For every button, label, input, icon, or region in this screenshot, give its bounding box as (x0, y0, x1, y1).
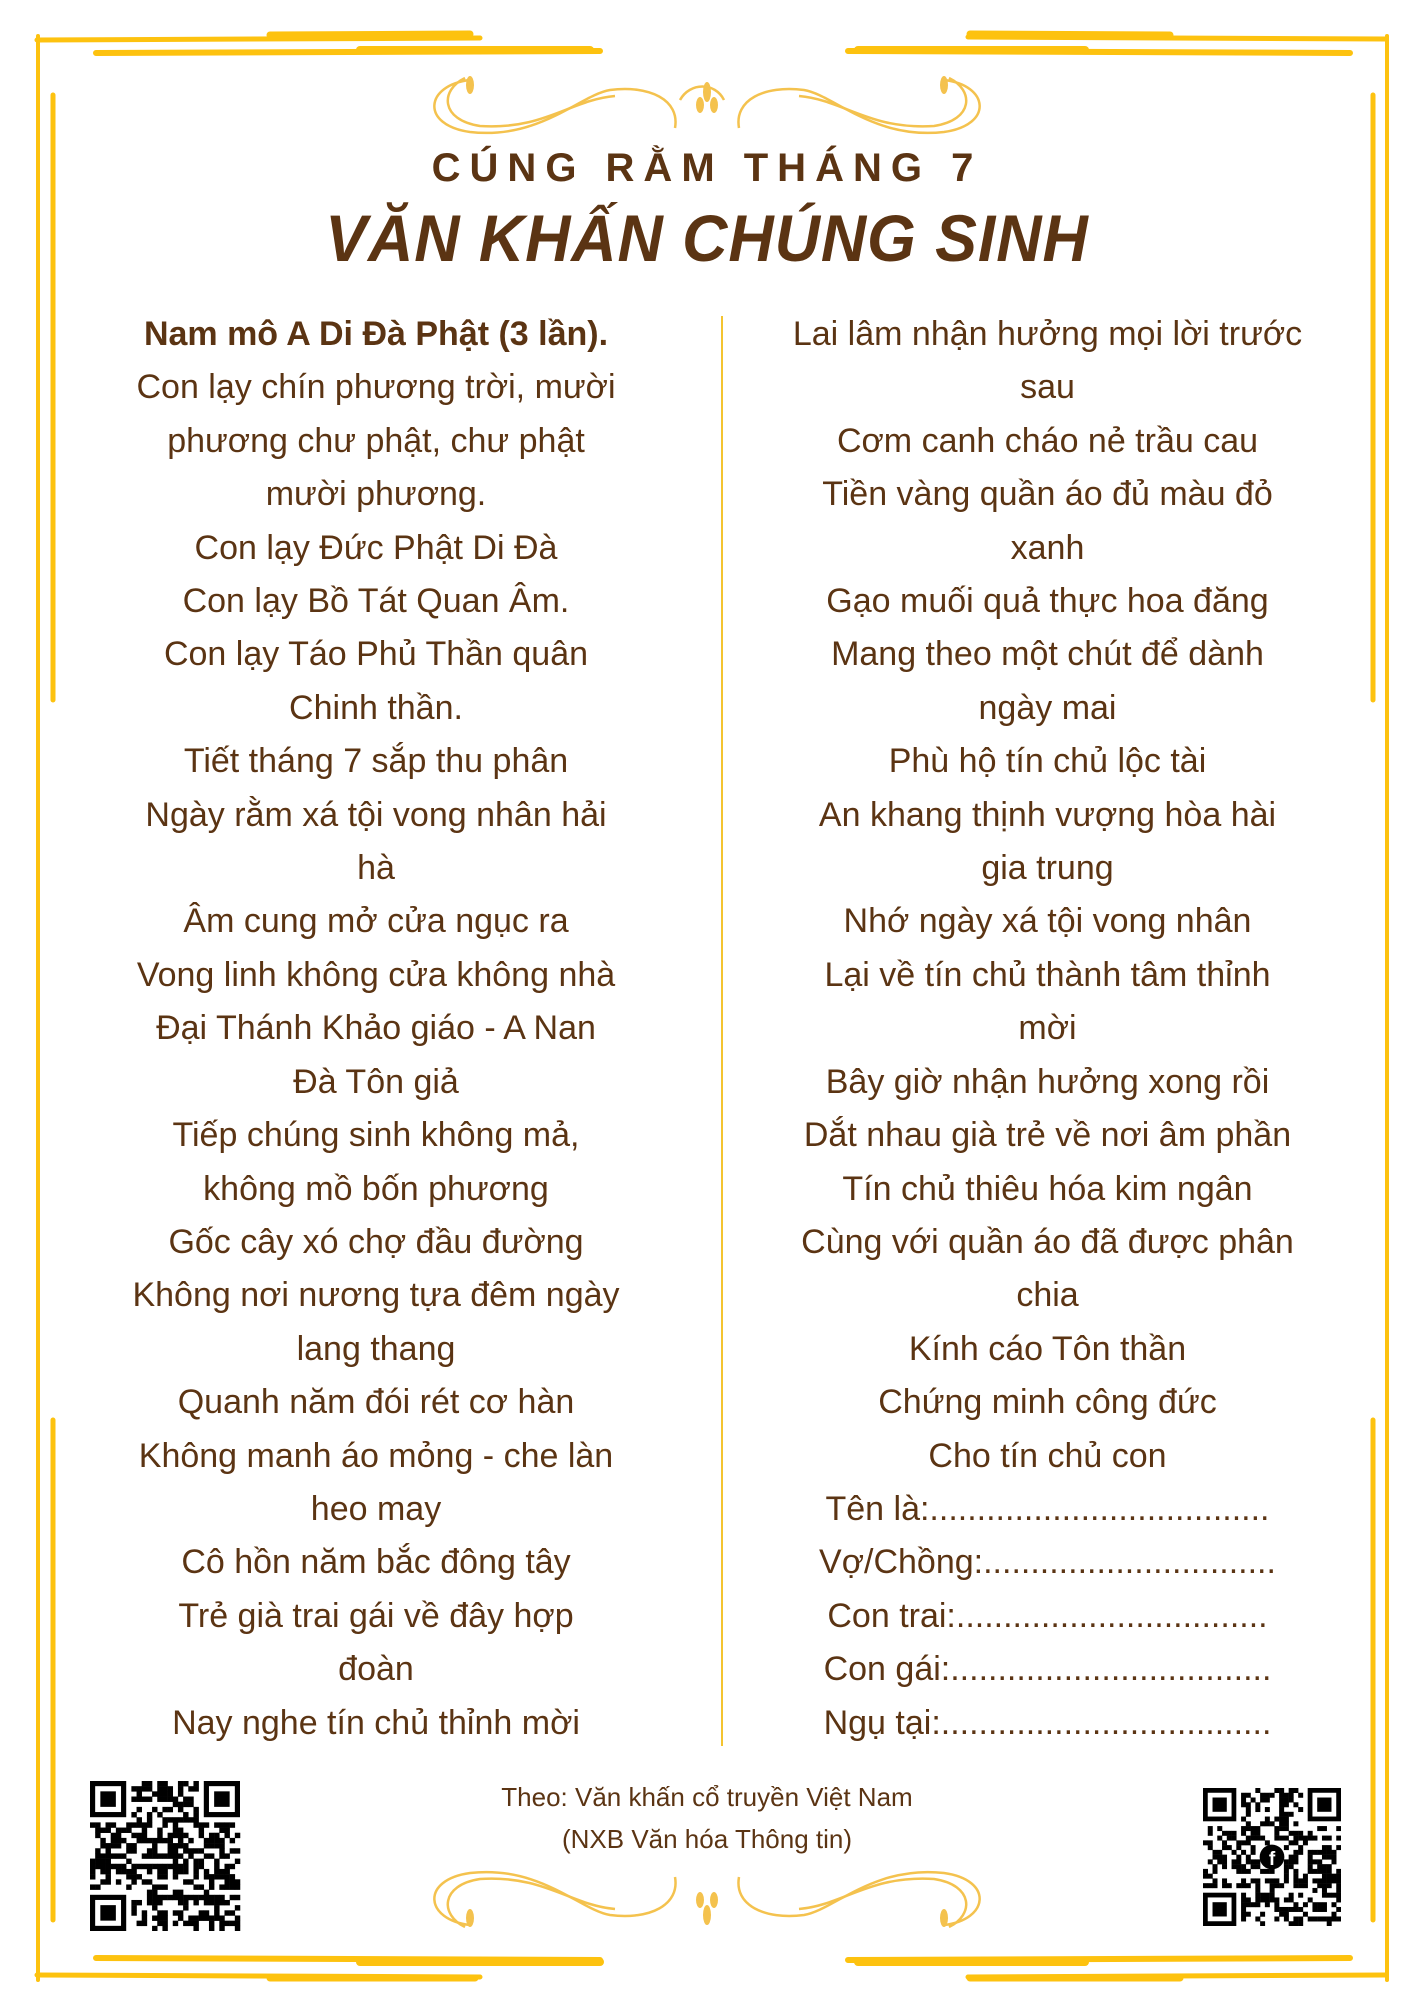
prayer-line: Tiết tháng 7 sắp thu phân (183, 742, 569, 781)
prayer-line: Lai lâm nhận hưởng mọi lời trước (792, 315, 1303, 353)
prayer-line: Tiền vàng quần áo đủ màu đỏ (822, 475, 1273, 514)
prayer-right-column (735, 308, 1360, 1750)
prayer-line: Đại Thánh Khảo giáo - A Nan (156, 1009, 596, 1048)
prayer-line: heo may (310, 1489, 442, 1528)
prayer-line: phương chư phật, chư phật (167, 421, 585, 460)
prayer-line: xanh (1010, 528, 1085, 567)
prayer-line: lang thang (296, 1329, 456, 1368)
prayer-line: Trẻ già trai gái về đây hợp (178, 1596, 574, 1635)
source-line: Theo: Văn khấn cổ truyền Việt Nam (501, 1782, 913, 1812)
prayer-line: Nay nghe tín chủ thỉnh mời (172, 1703, 580, 1742)
prayer-line: chia (1016, 1276, 1079, 1315)
prayer-line: đoàn (338, 1650, 414, 1689)
prayer-line: An khang thịnh vượng hòa hài (818, 795, 1277, 834)
qr-code-left[interactable] (89, 1781, 241, 1931)
column-divider (721, 316, 723, 1746)
prayer-line: không mồ bốn phương (203, 1169, 549, 1208)
prayer-line: Gốc cây xó chợ đầu đường (168, 1222, 584, 1261)
prayer-line: Tín chủ thiêu hóa kim ngân (842, 1169, 1253, 1208)
prayer-line: Tên là:.................................... (825, 1489, 1270, 1528)
prayer-line: Con lạy Đức Phật Di Đà (194, 528, 558, 567)
prayer-line: sau (1020, 368, 1075, 407)
prayer-line: Vong linh không cửa không nhà (136, 955, 616, 994)
prayer-line: Con lạy Bồ Tát Quan Âm. (182, 582, 570, 621)
prayer-line: ngày mai (978, 688, 1117, 727)
prayer-line: Cô hồn năm bắc đông tây (181, 1543, 571, 1582)
prayer-line: Ngày rằm xá tội vong nhân hải (145, 795, 607, 834)
page-title: VĂN KHẤN CHÚNG SINH (325, 201, 1089, 275)
prayer-line: Kính cáo Tôn thần (908, 1329, 1187, 1368)
qr-code-right-facebook[interactable] (1203, 1788, 1341, 1926)
prayer-line: Gạo muối quả thực hoa đăng (826, 582, 1269, 621)
prayer-line: Con lạy chín phương trời, mười (136, 368, 616, 407)
prayer-line: Không nơi nương tựa đêm ngày (132, 1276, 620, 1315)
prayer-line: hà (357, 849, 395, 888)
publisher-line: (NXB Văn hóa Thông tin) (561, 1824, 853, 1854)
bottom-flourish-ornament (434, 1872, 979, 1927)
prayer-line: Vợ/Chồng:............................... (819, 1543, 1276, 1582)
prayer-line: Bây giờ nhận hưởng xong rồi (825, 1062, 1270, 1101)
top-flourish-ornament (434, 78, 979, 133)
subtitle: CÚNG RẰM THÁNG 7 (431, 146, 983, 190)
prayer-line: Tiếp chúng sinh không mả, (172, 1116, 580, 1155)
prayer-line: Con lạy Táo Phủ Thần quân (163, 635, 589, 674)
prayer-line: Con trai:................................. (827, 1596, 1268, 1635)
prayer-line: Phù hộ tín chủ lộc tài (888, 742, 1207, 781)
prayer-line: Nam mô A Di Đà Phật (3 lần). (143, 315, 609, 353)
prayer-line: gia trung (981, 849, 1114, 888)
prayer-line: mời (1018, 1009, 1077, 1048)
prayer-line: Âm cung mở cửa ngục ra (183, 902, 569, 941)
prayer-line: Cùng với quần áo đã được phân (801, 1222, 1294, 1261)
prayer-line: Mang theo một chút để dành (831, 635, 1264, 674)
svg-text:f: f (1268, 1849, 1276, 1871)
prayer-line: Đà Tôn giả (293, 1062, 459, 1101)
prayer-line: Chinh thần. (289, 688, 463, 727)
prayer-line: Cơm canh cháo nẻ trầu cau (836, 421, 1259, 460)
prayer-line: Dắt nhau già trẻ về nơi âm phần (803, 1116, 1292, 1155)
prayer-line: Cho tín chủ con (928, 1436, 1167, 1475)
prayer-line: Không manh áo mỏng - che làn (138, 1436, 614, 1475)
prayer-left-column (60, 308, 692, 1750)
prayer-line: Con gái:.................................. (823, 1650, 1272, 1689)
source-note (400, 1776, 1014, 1860)
prayer-line: Quanh năm đói rét cơ hàn (177, 1383, 575, 1422)
prayer-line: Lại về tín chủ thành tâm thỉnh (824, 955, 1271, 994)
prayer-line: mười phương. (265, 475, 487, 514)
prayer-line: Nhớ ngày xá tội vong nhân (843, 902, 1252, 941)
prayer-line: Ngụ tại:................................... (823, 1703, 1272, 1742)
prayer-line: Chứng minh công đức (878, 1383, 1217, 1422)
